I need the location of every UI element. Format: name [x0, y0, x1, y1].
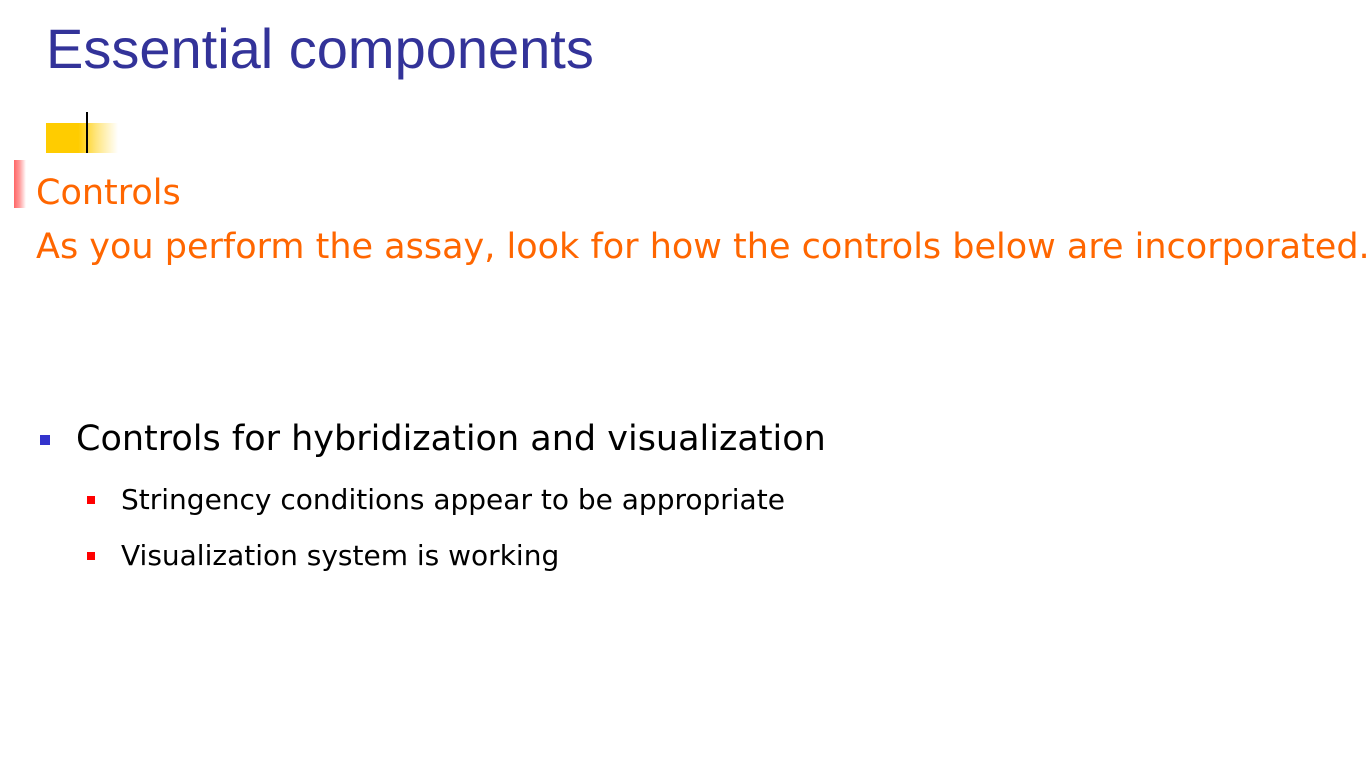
- sub-bullet-item: [76, 528, 1000, 584]
- bullet-text: Controls for hybridization and visualization: [76, 419, 826, 459]
- intro-block: [36, 166, 1370, 274]
- sub-bullet-text: Stringency conditions appear to be appropriate: [121, 483, 785, 516]
- sub-bullet-text: Visualization system is working: [121, 539, 560, 572]
- intro-text: As you perform the assay, look for how the controls below are incorporated.: [36, 227, 1370, 267]
- square-bullet-icon: [40, 435, 50, 445]
- title-accent-tick: [86, 112, 88, 153]
- sub-bullet-item: [76, 472, 1000, 528]
- slide-title: Essential components: [46, 17, 594, 80]
- title-accent-bar: [46, 123, 118, 153]
- bullet-list: [40, 412, 1000, 584]
- bullet-item: [40, 412, 1000, 584]
- intro-heading: Controls: [36, 173, 181, 213]
- square-sub-bullet-icon: [87, 552, 95, 560]
- side-accent-bar: [14, 160, 26, 208]
- square-sub-bullet-icon: [87, 496, 95, 504]
- sub-bullet-list: [76, 472, 1000, 584]
